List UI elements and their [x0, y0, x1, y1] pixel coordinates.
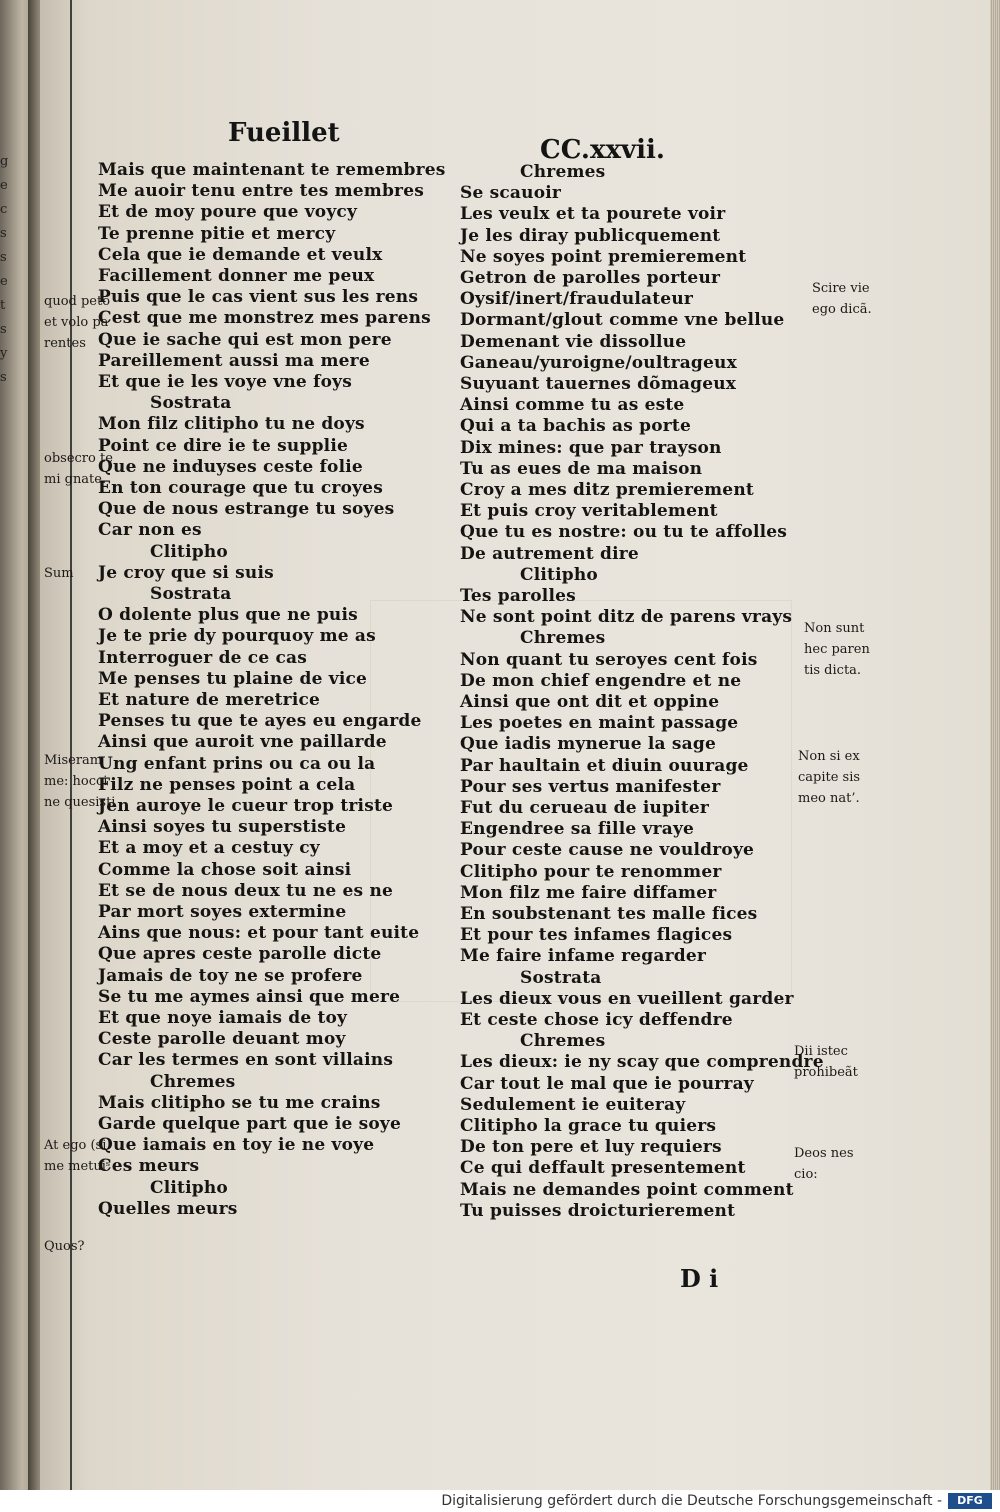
speaker-name: Chremes	[520, 628, 606, 649]
verse-line: Jamais de toy ne se profere	[98, 965, 363, 986]
verse-line: Ce qui deffault presentement	[460, 1158, 746, 1179]
frame-rule	[70, 0, 72, 1490]
verse-line: Suyuant tauernes dõmageux	[460, 374, 737, 394]
verse-line: Oysif/inert/fraudulateur	[460, 289, 694, 310]
verse-line: Les veulx et ta pourete voir	[460, 204, 726, 225]
marginal-gloss	[44, 750, 115, 813]
facing-page-letter: s	[0, 370, 7, 385]
gloss-line: hec paren	[804, 642, 870, 657]
gloss-line: At ego (si	[44, 1138, 107, 1153]
gloss-line: meo nat’.	[798, 791, 860, 806]
verse-line: Se tu me aymes ainsi que mere	[98, 986, 401, 1007]
folio-number: CC.xxvii.	[540, 135, 665, 165]
gloss-line: tis dicta.	[804, 663, 862, 678]
running-header: Fueillet	[228, 118, 340, 148]
verse-line: Que iamais en toy ie ne voye	[98, 1135, 375, 1156]
verse-line: Que ie sache qui est mon pere	[98, 329, 392, 350]
verse-line: Ganeau/yuroigne/oultrageux	[460, 352, 737, 373]
verse-line: Ainsi que ont dit et oppine	[460, 692, 720, 712]
gloss-line: ne quesisti	[44, 795, 116, 810]
gloss-line: et volo pa	[44, 315, 109, 330]
verse-line: Mais que maintenant te remembres	[98, 160, 446, 180]
verse-line: Tu as eues de ma maison	[460, 458, 703, 479]
verse-line: Interroguer de ce cas	[98, 647, 308, 668]
verse-line: O dolente plus que ne puis	[98, 605, 358, 626]
verse-line: Que apres ceste parolle dicte	[98, 944, 382, 965]
verse-line: Que iadis mynerue la sage	[460, 734, 716, 755]
facing-page-letter: s	[0, 250, 7, 265]
marginal-gloss	[44, 448, 113, 490]
verse-line: Jen auroye le cueur trop triste	[98, 796, 394, 816]
verse-line: Non quant tu seroyes cent fois	[460, 649, 758, 670]
verse-line: Pour ceste cause ne vouldroye	[460, 840, 755, 861]
catchword-signature: D i	[680, 1264, 719, 1293]
facing-page-letter: e	[0, 178, 8, 193]
gloss-line: Dii istec	[794, 1044, 848, 1059]
gloss-line: rentes	[44, 336, 86, 351]
verse-line: Et nature de meretrice	[98, 690, 321, 710]
verse-line: Et ceste chose icy deffendre	[460, 1010, 733, 1030]
marginal-gloss	[798, 746, 860, 809]
speaker-name: Sostrata	[150, 393, 232, 414]
gloss-line: Non si ex	[798, 749, 860, 764]
verse-line: Ainsi comme tu as este	[460, 395, 685, 416]
footer-bar	[0, 1490, 1000, 1512]
facing-page-letter: c	[0, 202, 8, 217]
verse-line: Cest que me monstrez mes parens	[98, 308, 431, 329]
verse-line: Mon filz clitipho tu ne doys	[98, 414, 365, 435]
speaker-name: Sostrata	[150, 584, 232, 604]
verse-line: Fut du cerueau de iupiter	[460, 798, 710, 818]
verse-line: Que de nous estrange tu soyes	[98, 499, 395, 520]
verse-line: Je les diray publicquement	[460, 225, 721, 246]
verse-line: Tu puisses droicturierement	[460, 1200, 736, 1221]
facing-page-letter: t	[0, 298, 6, 313]
verse-line: Point ce dire ie te supplie	[98, 435, 348, 456]
verse-line: Ainsi que auroit vne paillarde	[98, 732, 387, 753]
verse-line: Pareillement aussi ma mere	[98, 350, 370, 371]
verse-line: Dix mines: que par trayson	[460, 437, 722, 458]
verse-line: Ainsi soyes tu superstiste	[98, 817, 347, 838]
verse-line: Je te prie dy pourquoy me as	[98, 626, 376, 647]
verse-line: Ung enfant prins ou ca ou la	[98, 753, 376, 774]
verse-line: Me auoir tenu entre tes membres	[98, 181, 425, 202]
verse-line: Sedulement ie euiteray	[460, 1094, 686, 1115]
facing-page-letter: s	[0, 322, 7, 337]
marginal-gloss	[44, 291, 110, 354]
verse-line: En ton courage que tu croyes	[98, 478, 383, 498]
dfg-logo: DFG	[948, 1493, 992, 1509]
gloss-line: prohibeãt	[794, 1065, 858, 1080]
verse-line: Et que ie les voye vne foys	[98, 372, 352, 392]
verse-line: Penses tu que te ayes eu engarde	[98, 711, 422, 732]
verse-line: Et puis croy veritablement	[460, 501, 718, 522]
gloss-line: cio:	[794, 1167, 818, 1182]
gloss-line: me: hocci	[44, 774, 108, 789]
gloss-line: mi gnate.	[44, 472, 107, 487]
verse-line: Facillement donner me peux	[98, 266, 375, 286]
verse-line: Clitipho la grace tu quiers	[460, 1116, 717, 1136]
verse-line: Engendree sa fille vraye	[460, 819, 695, 840]
verse-line: Ne soyes point premierement	[460, 246, 747, 267]
verse-line: Les poetes en maint passage	[460, 713, 739, 734]
facing-page-letter: g	[0, 154, 9, 169]
speaker-name: Clitipho	[150, 541, 228, 562]
gloss-line: Scire vie	[812, 281, 870, 296]
verse-line: Filz ne penses point a cela	[98, 774, 356, 795]
verse-line: Me penses tu plaine de vice	[98, 668, 368, 689]
gloss-line: obsecro te	[44, 451, 113, 466]
footer-credit: Digitalisierung gefördert durch die Deutsche Forschungsgemeinschaft -	[441, 1493, 942, 1509]
verse-line: Et se de nous deux tu ne es ne	[98, 880, 394, 901]
verse-line: En soubstenant tes malle fices	[460, 904, 758, 924]
verse-line: Ceste parolle deuant moy	[98, 1029, 346, 1050]
verse-line: Ne sont point ditz de parens vrays	[460, 607, 793, 628]
gloss-line: Sum	[44, 566, 74, 581]
verse-line: Et de moy poure que voycy	[98, 202, 358, 223]
facing-page-letter: e	[0, 274, 8, 289]
marginal-gloss	[804, 618, 870, 681]
verse-line: Et pour tes infames flagices	[460, 925, 733, 946]
verse-line: Ains que nous: et pour tant euite	[98, 923, 420, 944]
verse-line: Tes parolles	[460, 586, 576, 606]
verse-line: Clitipho pour te renommer	[460, 861, 722, 882]
verse-line: Dormant/glout comme vne bellue	[460, 310, 785, 331]
gloss-line: quod peto	[44, 294, 111, 309]
verse-line: Mon filz me faire diffamer	[460, 882, 717, 903]
verse-line: Qui a ta bachis as porte	[460, 416, 691, 437]
verse-line: Cela que ie demande et veulx	[98, 244, 383, 265]
gloss-line: Quos?	[44, 1239, 85, 1254]
verse-line: Par haultain et diuin ouurage	[460, 755, 749, 776]
marginal-gloss	[794, 1041, 858, 1083]
verse-line: Les dieux: ie ny scay que comprendre	[460, 1052, 824, 1073]
verse-line: Que tu es nostre: ou tu te affolles	[460, 522, 788, 543]
speaker-name: Clitipho	[150, 1177, 228, 1198]
verse-line: Croy a mes ditz premierement	[460, 480, 754, 500]
verse-line: Par mort soyes extermine	[98, 902, 347, 922]
speaker-name: Clitipho	[520, 564, 598, 585]
facing-page-letters	[0, 150, 14, 390]
speaker-name: Chremes	[520, 1031, 606, 1052]
gloss-line: Miseram	[44, 753, 103, 768]
verse-line: Je croy que si suis	[98, 562, 274, 583]
verse-line: Les dieux vous en vueillent garder	[460, 988, 794, 1009]
verse-line: De ton pere et luy requiers	[460, 1137, 722, 1158]
verse-line: Ces meurs	[98, 1156, 200, 1177]
gloss-line: me metuiˢ	[44, 1159, 111, 1174]
verse-line: Me faire infame regarder	[460, 946, 706, 967]
verse-line: Et que noye iamais de toy	[98, 1008, 348, 1028]
marginal-gloss	[44, 1236, 85, 1257]
gloss-line: capite sis	[798, 770, 861, 785]
gloss-line: ego dicã.	[812, 302, 872, 317]
verse-line: Te prenne pitie et mercy	[98, 223, 336, 244]
verse-line: Car tout le mal que ie pourray	[460, 1073, 754, 1094]
facing-page-letter: y	[0, 346, 8, 361]
verse-line: Car les termes en sont villains	[98, 1050, 394, 1071]
marginal-gloss	[44, 563, 74, 584]
speaker-name: Chremes	[520, 162, 606, 182]
marginal-gloss	[812, 278, 872, 320]
verse-line: Pour ses vertus manifester	[460, 776, 721, 797]
gloss-line: Non sunt	[804, 621, 865, 636]
verse-line: Comme la chose soit ainsi	[98, 859, 352, 880]
verse-line: Demenant vie dissollue	[460, 331, 687, 352]
verse-line: Puis que le cas vient sus les rens	[98, 287, 419, 308]
gloss-line: Deos nes	[794, 1146, 854, 1161]
speaker-name: Chremes	[150, 1071, 236, 1092]
verse-line: Mais clitipho se tu me crains	[98, 1092, 381, 1113]
verse-line: De mon chief engendre et ne	[460, 670, 742, 691]
verse-line: Et a moy et a cestuy cy	[98, 838, 320, 859]
verse-line: Getron de parolles porteur	[460, 268, 721, 288]
verse-line: Garde quelque part que ie soye	[98, 1114, 402, 1134]
verse-line: Car non es	[98, 520, 202, 541]
facing-page-letter: s	[0, 226, 7, 241]
marginal-gloss	[794, 1143, 853, 1185]
page-stack-edge	[990, 0, 1000, 1490]
speaker-name: Sostrata	[520, 967, 602, 988]
verse-line: Que ne induyses ceste folie	[98, 456, 363, 477]
verse-line: Mais ne demandes point comment	[460, 1179, 794, 1200]
marginal-gloss	[44, 1135, 110, 1177]
verse-line: Se scauoir	[460, 183, 562, 204]
verse-line: Quelles meurs	[98, 1198, 238, 1219]
verse-line: De autrement dire	[460, 543, 639, 564]
